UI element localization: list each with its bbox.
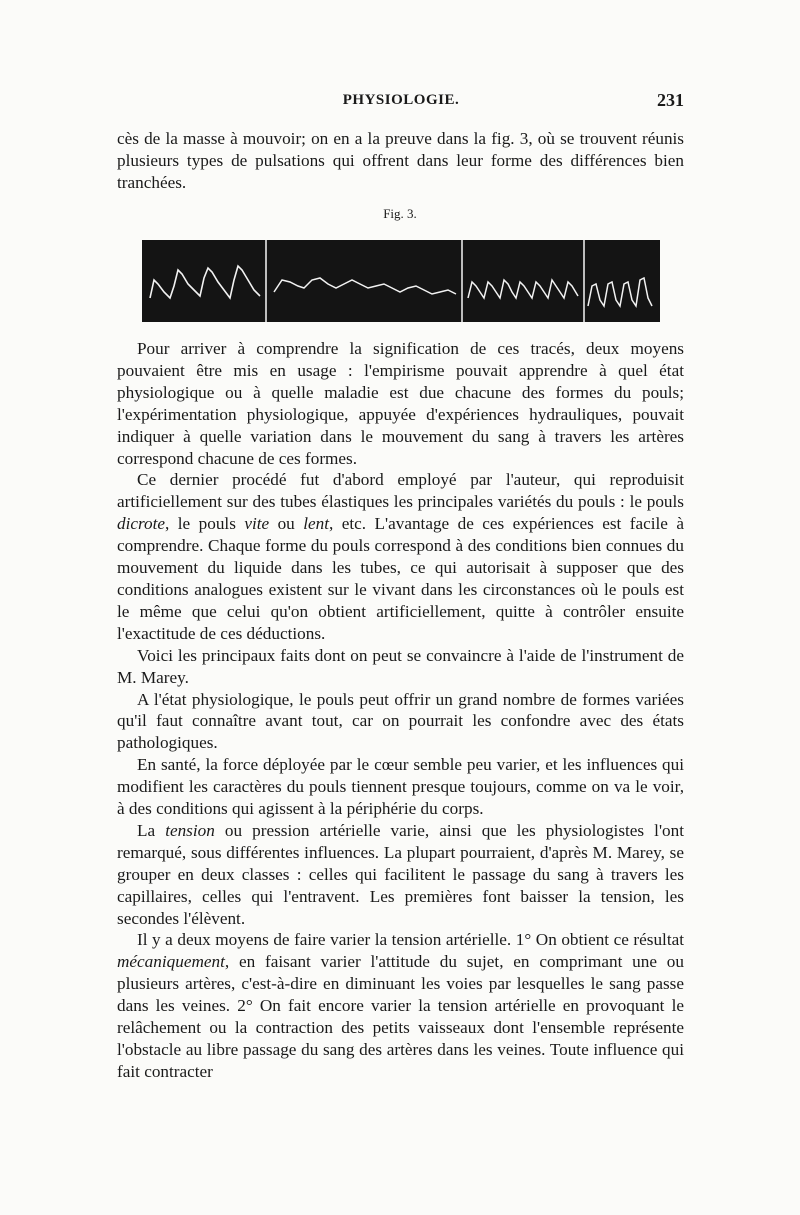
italic-term: tension: [165, 820, 215, 840]
italic-term: mécaniquement: [117, 952, 225, 972]
continuation-paragraph: [117, 128, 684, 194]
text-run: Ce dernier procédé fut d'abord employé par l'auteur, qui reproduisit artificiellement sur des tubes élastiques les principales variétés du pouls : le pouls: [117, 470, 684, 512]
paragraph: [117, 469, 684, 644]
paragraph: [117, 338, 684, 469]
page-number: 231: [657, 90, 684, 110]
text-run: En santé, la force déployée par le cœur semble peu varier, et les influences qui modifient les caractères du pouls tiennent presque toujours, comme on va le voir, à des conditions qui agissent à la périphérie du corps.: [117, 755, 684, 819]
paragraph: cès de la masse à mouvoir; on en a la preuve dans la fig. 3, où se trouvent réunis plusieurs types de pulsations qui offrent dans leur forme des différences bien tranchées.: [117, 129, 684, 192]
text-run: A l'état physiologique, le pouls peut offrir un grand nombre de formes variées qu'il faut connaître avant tout, car on pourrait les confondre avec des états pathologiques.: [117, 689, 684, 753]
italic-term: vite: [244, 514, 270, 534]
text-run: , le pouls: [165, 514, 245, 534]
text-run: Pour arriver à comprendre la signification de ces tracés, deux moyens pouvaient être mis en usage : l'empirisme pouvait apprendre à quel état physiologique ou à quelle maladie est due chacune des formes du pouls; l'expérimentation physiologique, appuyée d'expériences hydrauliques, pouvait indiquer à quelle variation dans le mouvement du sang à travers les artères correspond chacune de ces formes.: [117, 339, 684, 468]
text-run: La: [137, 820, 166, 840]
italic-term: lent: [303, 514, 329, 534]
body-text: [117, 338, 684, 1083]
pulse-tracing-image: [142, 240, 660, 322]
running-title: PHYSIOLOGIE.: [342, 92, 460, 108]
figure-caption: Fig. 3.: [383, 206, 417, 221]
paragraph: [117, 929, 684, 1082]
text-run: , etc. L'avantage de ces expériences est facile à comprendre. Chaque forme du pouls correspond à des conditions bien connues du mouvement du liquide dans les tubes, ce qui autorisait à supposer que des conditions analogues existent sur le vivant dans les circonstances où le pouls est le même que celui qu'on obtient artificiellement, quitte à contrôler ensuite l'exactitude de ces déductions.: [117, 514, 684, 643]
paragraph: [117, 645, 684, 689]
page-header: [118, 92, 684, 114]
text-run: ou: [269, 514, 304, 534]
paragraph: [117, 689, 684, 755]
pulse-tracing-figure: [142, 240, 660, 322]
text-run: , en faisant varier l'attitude du sujet, en comprimant une ou plusieurs artères, c'est-à-dire en diminuant les voies par lesquelles le sang passe dans les veines. 2° On fait encore varier la tension artérielle en provoquant le relâchement ou la contraction des petits vaisseaux dont l'ensemble représente l'obstacle au libre passage du sang des artères dans les veines. Toute influence qui fait contracter: [117, 952, 684, 1081]
text-run: ou pression artérielle varie, ainsi que les physiologistes l'ont remarqué, sous différentes influences. La plupart pourraient, d'après M. Marey, se grouper en deux classes : celles qui facilitent le passage du sang à travers les capillaires, celles qui l'entravent. Les premières font baisser la tension, les secondes l'élèvent.: [117, 820, 684, 928]
italic-term: dicrote: [117, 514, 166, 534]
text-run: Il y a deux moyens de faire varier la tension artérielle. 1° On obtient ce résultat: [137, 930, 684, 950]
paragraph: [117, 754, 684, 820]
paragraph: [117, 820, 684, 930]
text-run: Voici les principaux faits dont on peut se convaincre à l'aide de l'instrument de M. Marey.: [117, 645, 684, 687]
